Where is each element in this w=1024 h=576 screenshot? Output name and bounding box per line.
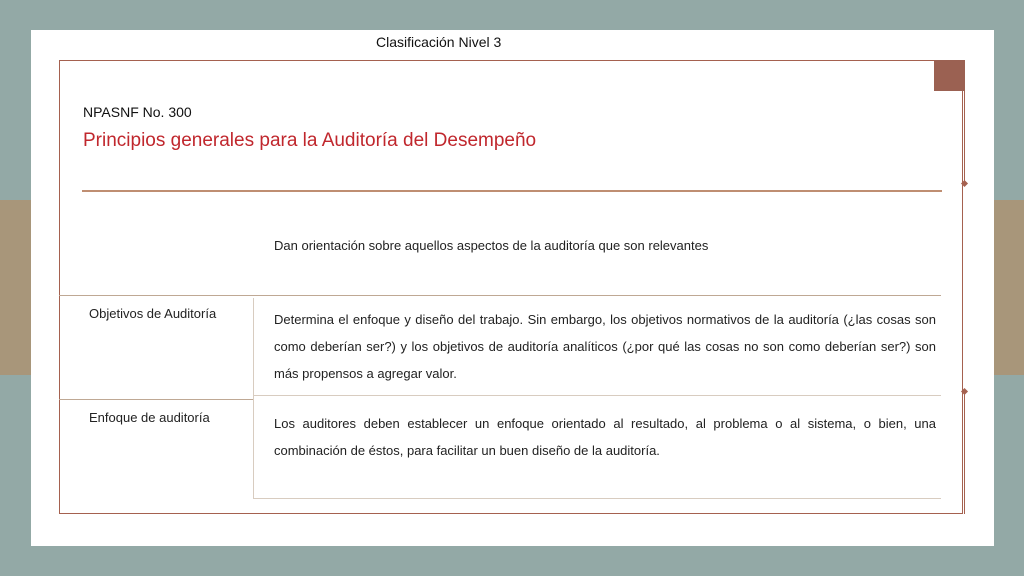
- row-description-enfoque: Los auditores deben establecer un enfoque orientado al resultado, al problema o al sistema, o bien, una combinación de éstos, para facilitar un buen diseño de la auditoría.: [274, 416, 936, 458]
- intro-text: Dan orientación sobre aquellos aspectos de la auditoría que son relevantes: [274, 238, 709, 253]
- accent-line-lower: [964, 392, 965, 514]
- title-divider: [82, 190, 942, 192]
- left-side-band: [0, 200, 31, 375]
- row-label-objetivos: Objetivos de Auditoría: [89, 306, 217, 321]
- row-label-enfoque: Enfoque de auditoría: [89, 410, 210, 425]
- table-bottom-divider: [253, 498, 941, 499]
- standard-number: NPASNF No. 300: [83, 104, 192, 120]
- slide-title: Principios generales para la Auditoría del Desempeño: [83, 130, 537, 151]
- table-row-divider: [59, 295, 941, 296]
- classification-label: Clasificación Nivel 3: [376, 34, 502, 50]
- table-row-divider: [59, 399, 253, 400]
- row-description-objetivos: Determina el enfoque y diseño del trabajo. Sin embargo, los objetivos normativos de la auditoría (¿las cosas son como deberían ser?) y los objetivos de auditoría analíticos (¿por qué las cosas no son como deberían ser?) son más propensos a agregar valor.: [274, 312, 936, 381]
- table-column-divider: [253, 298, 254, 498]
- corner-accent-square: [934, 60, 965, 91]
- table-row-divider: [253, 395, 941, 396]
- accent-line-upper: [964, 91, 965, 183]
- slide-canvas: [31, 30, 994, 546]
